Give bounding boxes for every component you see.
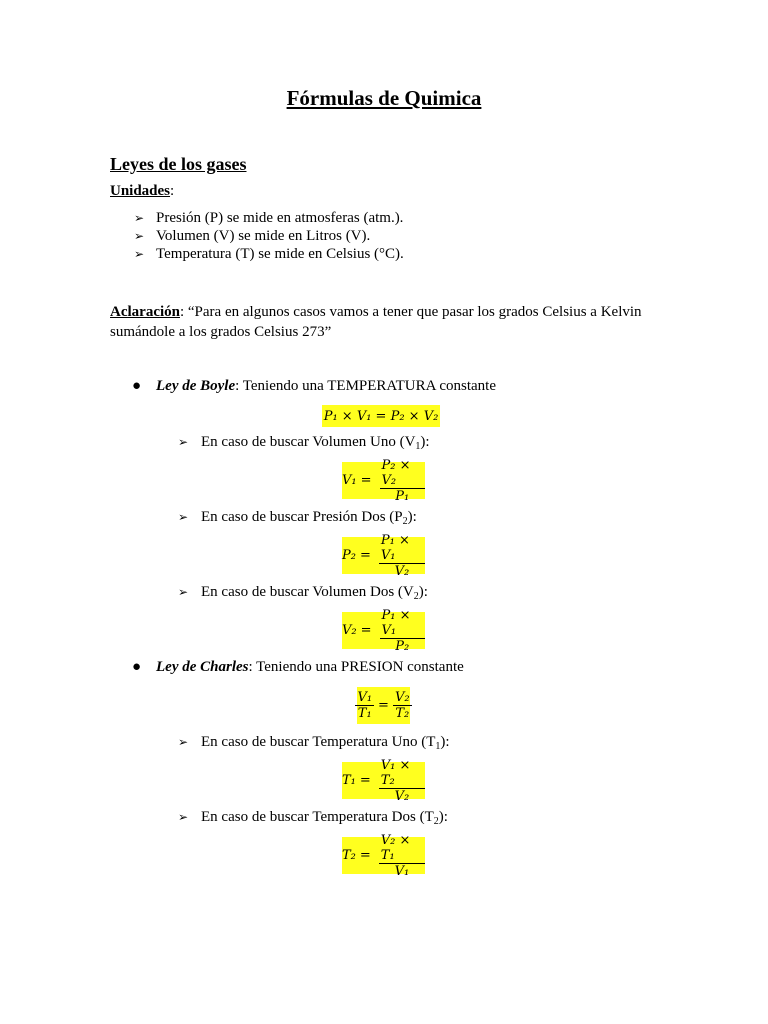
charles-formula-t2: T₂ = $\frac{\text{V₂ × T₁}}{\text{V₁}}$	[342, 837, 425, 874]
boyle-main-formula: P₁ × V₁ = P₂ × V₂	[322, 405, 440, 427]
arrowhead-bullet-icon: ➢	[134, 229, 145, 243]
arrowhead-bullet-icon: ➢	[134, 247, 145, 261]
arrowhead-bullet-icon: ➢	[178, 510, 189, 524]
units-label: Unidades	[110, 183, 171, 199]
units-list	[110, 209, 404, 263]
charles-law-name: Ley de Charles	[156, 659, 249, 675]
charles-law-desc: : Teniendo una PRESION constante	[248, 659, 464, 675]
aclaracion-note	[110, 302, 670, 342]
boyle-formula-v2: V₂ = $\frac{\text{P₁ × V₁}}{\text{P₂}}$	[342, 612, 425, 649]
round-bullet-icon: ●	[132, 378, 142, 394]
page-title: Fórmulas de Quimica	[286, 86, 482, 110]
charles-main-formula: $\frac{\text{V₁}}{\text{T₁}}$ = $\frac{\text{V₂}}{\text{T₂}}$	[357, 687, 410, 724]
arrowhead-bullet-icon: ➢	[178, 810, 189, 824]
arrowhead-bullet-icon: ➢	[178, 735, 189, 749]
aclaracion-text: : “Para en algunos casos vamos a tener que pasar los grados Celsius a Kelvin sumándole a los grados Celsius 273”	[110, 304, 642, 340]
section-title: Leyes de los gases	[110, 154, 247, 174]
arrowhead-bullet-icon: ➢	[178, 435, 189, 449]
boyle-law-name: Ley de Boyle	[156, 378, 236, 394]
list-item: ➢ Temperatura (T) se mide en Celsius (°C).	[134, 246, 404, 262]
boyle-formula-v1: V₁ = $\frac{\text{P₂ × V₂}}{\text{P₁}}$	[342, 462, 425, 499]
boyle-law-desc: : Teniendo una TEMPERATURA constante	[235, 378, 496, 394]
list-item: ➢ Presión (P) se mide en atmosferas (atm.).	[134, 210, 404, 226]
units-suffix: :	[170, 183, 175, 199]
list-item: ➢ Volumen (V) se mide en Litros (V).	[134, 228, 371, 244]
arrowhead-bullet-icon: ➢	[134, 211, 145, 225]
units-heading	[110, 183, 174, 200]
arrowhead-bullet-icon: ➢	[178, 585, 189, 599]
aclaracion-label: Aclaración	[110, 304, 180, 320]
round-bullet-icon: ●	[132, 659, 142, 675]
charles-formula-t1: T₁ = $\frac{\text{V₁ × T₂}}{\text{V₂}}$	[342, 762, 425, 799]
boyle-formula-p2: P₂ = $\frac{\text{P₁ × V₁}}{\text{V₂}}$	[342, 537, 425, 574]
